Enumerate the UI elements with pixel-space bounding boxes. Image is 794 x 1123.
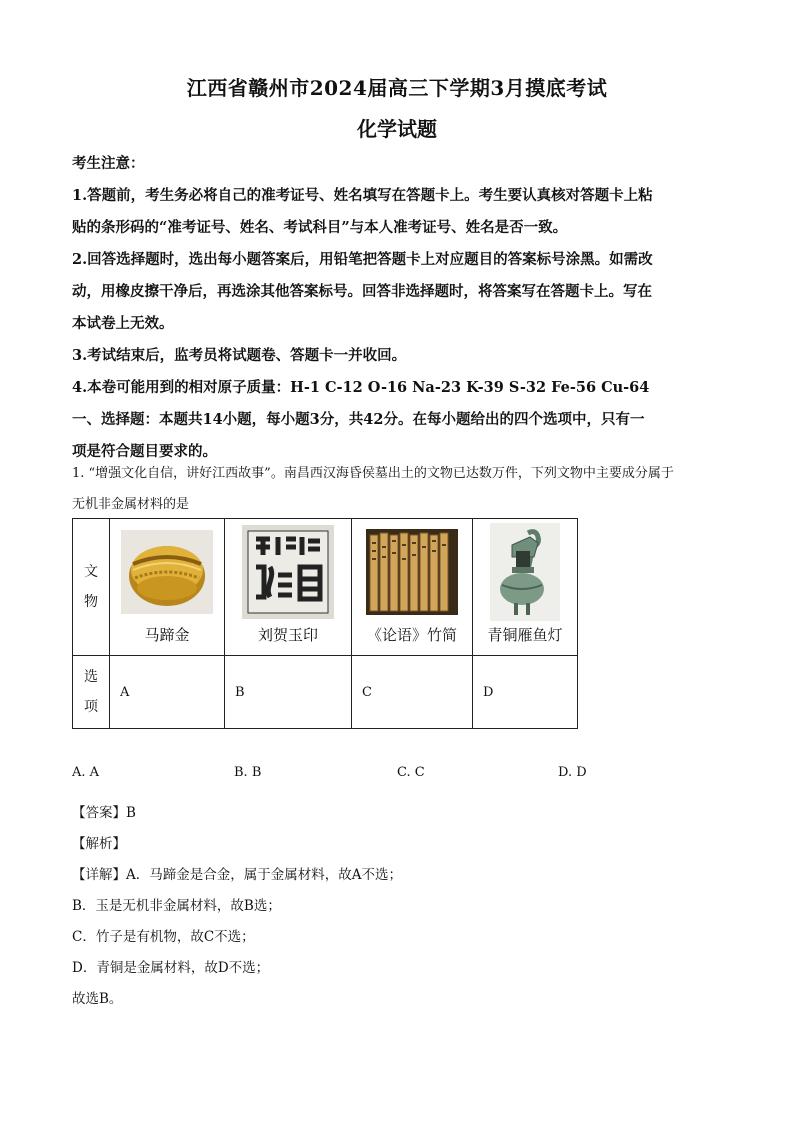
- notes-line: 4.本卷可能用到的相对原子质量：H-1 C-12 O-16 Na-23 K-39 S-32 Fe-56 Cu-64: [72, 379, 650, 396]
- notes-heading: 考生注意：: [72, 155, 145, 172]
- bronze-lamp-image: [490, 523, 560, 621]
- exam-notes: [72, 148, 722, 468]
- relic-caption: 刘贺玉印: [257, 626, 318, 644]
- question-stem-line: 无机非金属材料的是: [72, 497, 190, 512]
- detail-line: 故选B。: [72, 991, 123, 1007]
- option-cell-d: D: [473, 656, 578, 729]
- relic-caption: 《论语》竹简: [366, 626, 457, 644]
- question-stem-line: 1. “增强文化自信，讲好江西故事”。南昌西汉海昏侯墓出土的文物已达数万件，下列文物中主要成分属于: [72, 466, 674, 481]
- gold-ring-image: [121, 530, 213, 614]
- analysis-heading: 【解析】: [72, 836, 126, 852]
- relic-cell-a: [110, 519, 225, 656]
- section-heading: 项是符合题目要求的。: [72, 443, 217, 460]
- answer-section: [72, 798, 722, 1015]
- notes-line: 动，用橡皮擦干净后，再选涂其他答案标号。回答非选择题时，将答案写在答题卡上。写在: [72, 283, 652, 300]
- relic-cell-d: [473, 519, 578, 656]
- page-title: 江西省赣州市2024届高三下学期3月摸底考试: [186, 76, 608, 100]
- relic-cell-c: [352, 519, 473, 656]
- relics-image-row: [73, 519, 578, 656]
- relics-table: [72, 518, 578, 729]
- choice-b[interactable]: B. B: [234, 765, 262, 780]
- relic-caption: 马蹄金: [144, 626, 190, 644]
- choice-d[interactable]: D. D: [558, 765, 587, 780]
- detail-line: B．玉是无机非金属材料，故B选；: [72, 898, 281, 914]
- relic-caption: 青铜雁鱼灯: [487, 626, 563, 644]
- notes-line: 本试卷上无效。: [72, 315, 174, 332]
- detail-line: 【详解】A．马蹄金是合金，属于金属材料，故A不选；: [72, 867, 402, 883]
- question-1-stem: [72, 458, 722, 520]
- notes-line: 2.回答选择题时，选出每小题答案后，用铅笔把答题卡上对应题目的答案标号涂黑。如需改: [72, 251, 653, 268]
- option-cell-c: C: [352, 656, 473, 729]
- page-subtitle: 化学试题: [357, 117, 437, 141]
- row-header-relics: 文 物: [73, 519, 110, 656]
- row-header-options: 选 项: [73, 656, 110, 729]
- detail-line: C．竹子是有机物，故C不选；: [72, 929, 255, 945]
- notes-line: 贴的条形码的“准考证号、姓名、考试科目”与本人准考证号、姓名是否一致。: [72, 219, 568, 236]
- detail-line: D．青铜是金属材料，故D不选；: [72, 960, 270, 976]
- answer-line: 【答案】B: [72, 805, 136, 821]
- option-cell-a: A: [110, 656, 225, 729]
- jade-seal-image: [242, 525, 334, 619]
- bamboo-slips-image: [366, 529, 458, 615]
- option-cell-b: B: [225, 656, 352, 729]
- relic-cell-b: [225, 519, 352, 656]
- choice-c[interactable]: C. C: [397, 765, 425, 780]
- options-row: [73, 656, 578, 729]
- notes-line: 3.考试结束后，监考员将试题卷、答题卡一并收回。: [72, 347, 407, 364]
- notes-line: 1.答题前，考生务必将自己的准考证号、姓名填写在答题卡上。考生要认真核对答题卡上粘: [72, 187, 653, 204]
- section-heading: 一、选择题：本题共14小题，每小题3分，共42分。在每小题给出的四个选项中，只有一: [72, 411, 645, 428]
- choice-a[interactable]: A. A: [72, 765, 100, 780]
